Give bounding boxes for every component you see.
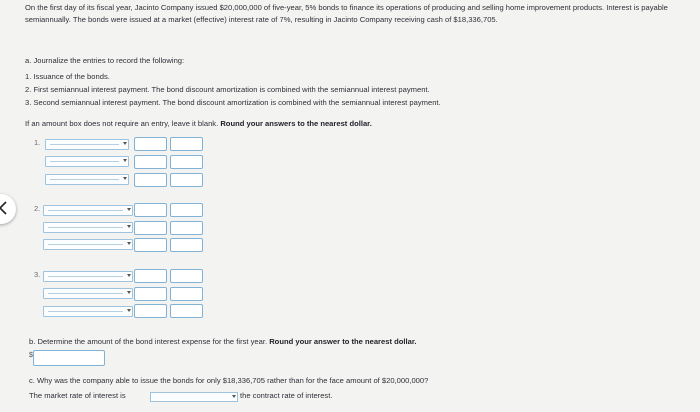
entry-3-debit-1[interactable] — [134, 269, 167, 283]
part-c-question: c. Why was the company able to issue the bonds for only $18,336,705 rather than for the face amount of $20,000,000? — [29, 376, 429, 385]
instruction-plain: If an amount box does not require an entry, leave it blank. — [25, 119, 219, 128]
entry-3-debit-3[interactable] — [134, 304, 167, 318]
entry-1-debit-2[interactable] — [134, 155, 167, 169]
part-b-bold: Round your answer to the nearest dollar. — [269, 337, 417, 346]
back-button[interactable] — [0, 194, 16, 224]
interest-expense-input[interactable] — [33, 350, 105, 366]
part-a-item-1: 1. Issuance of the bonds. — [25, 72, 110, 81]
instruction-bold: Round your answers to the nearest dollar. — [220, 119, 372, 128]
chevron-left-icon — [0, 201, 7, 215]
entry-2-credit-3[interactable] — [170, 238, 203, 252]
entry-2-debit-1[interactable] — [134, 203, 167, 217]
entry-1-account-2[interactable] — [45, 156, 129, 167]
entry-3-credit-3[interactable] — [170, 304, 203, 318]
problem-intro: On the first day of its fiscal year, Jacinto Company issued $20,000,000 of five-year, 5% bonds to finance its operations of producing and selling home improvement products. Interest is payable semiannually. The bonds were issued at a market (effective) interest rate of 7%, resulting in Jacinto Company receiving cash of $18,336,705. — [25, 3, 668, 24]
entry-2-debit-2[interactable] — [134, 221, 167, 235]
part-c-sentence-end: the contract rate of interest. — [240, 391, 333, 400]
entry-1-credit-1[interactable] — [170, 137, 203, 151]
entry-2-account-3[interactable] — [43, 239, 133, 250]
entry-2-account-2[interactable] — [43, 222, 133, 233]
entry-1-credit-2[interactable] — [170, 155, 203, 169]
entry-2-credit-1[interactable] — [170, 203, 203, 217]
part-a-item-3: 3. Second semiannual interest payment. The bond discount amortization is combined with the semiannual interest payment. — [25, 98, 441, 107]
entry-2-account-1[interactable] — [43, 205, 133, 216]
entry-label-1: 1. — [34, 138, 41, 147]
entry-3-credit-2[interactable] — [170, 287, 203, 301]
part-a-instruction — [25, 118, 372, 129]
part-a-item-2: 2. First semiannual interest payment. The bond discount amortization is combined with the semiannual interest payment. — [25, 85, 430, 94]
entry-1-account-3[interactable] — [45, 174, 129, 185]
entry-1-debit-1[interactable] — [134, 137, 167, 151]
entry-label-2: 2. — [34, 204, 41, 213]
entry-2-credit-2[interactable] — [170, 221, 203, 235]
entry-1-account-1[interactable] — [45, 139, 129, 150]
part-b-prompt — [29, 336, 416, 347]
part-b-plain: b. Determine the amount of the bond interest expense for the first year. — [29, 337, 268, 346]
entry-3-account-3[interactable] — [43, 306, 133, 317]
market-rate-comparison-select[interactable] — [150, 392, 238, 402]
entry-1-debit-3[interactable] — [134, 173, 167, 187]
entry-3-debit-2[interactable] — [134, 287, 167, 301]
currency-symbol: $ — [29, 352, 33, 359]
entry-3-credit-1[interactable] — [170, 269, 203, 283]
entry-3-account-2[interactable] — [43, 288, 133, 299]
entry-1-credit-3[interactable] — [170, 173, 203, 187]
entry-label-3: 3. — [34, 270, 41, 279]
part-c-sentence-start: The market rate of interest is — [29, 391, 126, 400]
entry-3-account-1[interactable] — [43, 271, 133, 282]
entry-2-debit-3[interactable] — [134, 238, 167, 252]
part-a-prompt: a. Journalize the entries to record the following: — [25, 56, 185, 65]
